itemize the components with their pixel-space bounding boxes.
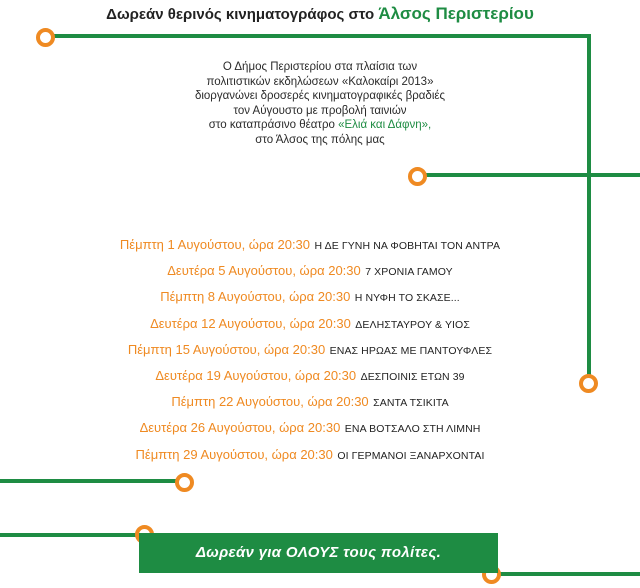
screening-date: Δευτέρα 19 Αυγούστου, ώρα 20:30 (155, 368, 357, 383)
screening-row (0, 315, 620, 333)
screening-date: Πέμπτη 1 Αυγούστου, ώρα 20:30 (119, 237, 311, 252)
divider-line (0, 533, 145, 537)
intro-line: πολιτιστικών εκδηλώσεων «Καλοκαίρι 2013» (206, 75, 434, 88)
movie-title: ΔΕΣΠΟΙΝΙΣ ΕΤΩΝ 39 (360, 371, 465, 383)
divider-line (420, 173, 640, 177)
movie-title: 7 ΧΡΟΝΙΑ ΓΑΜΟΥ (365, 266, 453, 279)
intro-line: στο Άλσος της πόλης μας (255, 133, 385, 146)
screening-row (0, 262, 620, 280)
screening-row (0, 288, 620, 306)
screening-row (0, 341, 620, 359)
movie-title: ΟΙ ΓΕΡΜΑΝΟΙ ΞΑΝΑΡΧΟΝΤΑΙ (337, 449, 485, 462)
dot-ornament (408, 167, 427, 186)
intro-venue-name: «Ελιά και Δάφνη», (338, 119, 432, 131)
intro-line (130, 118, 510, 133)
intro-venue-prefix: στο καταπράσινο θέατρο (208, 119, 335, 131)
movie-title: ΕΝΑΣ ΗΡΩΑΣ ΜΕ ΠΑΝΤΟΥΦΛΕΣ (329, 344, 493, 357)
intro-paragraph (130, 60, 510, 147)
divider-line (0, 479, 183, 483)
intro-line: διοργανώνει δροσερές κινηματογραφικές βραδιές (194, 90, 446, 102)
movie-title: Η ΔΕ ΓΥΝΗ ΝΑ ΦΟΒΗΤΑΙ ΤΟΝ ΑΝΤΡΑ (314, 240, 501, 252)
screening-row (0, 367, 620, 385)
screening-row (0, 236, 620, 254)
screening-row (0, 419, 620, 437)
movie-title: ΔΕΛΗΣΤΑΥΡΟΥ & ΥΙΟΣ (355, 318, 470, 331)
divider-line (44, 34, 591, 38)
title-highlight: Άλσος Περιστερίου (378, 4, 534, 23)
intro-line: Ο Δήμος Περιστερίου στα πλαίσια των (222, 61, 418, 73)
movie-title: ΕΝΑ ΒΟΤΣΑΛΟ ΣΤΗ ΛΙΜΝΗ (344, 423, 481, 436)
divider-line (490, 572, 640, 576)
screening-date: Πέμπτη 22 Αυγούστου, ώρα 20:30 (171, 394, 369, 410)
screening-date: Πέμπτη 8 Αυγούστου, ώρα 20:30 (160, 289, 351, 305)
dot-ornament (36, 28, 55, 47)
screening-row (0, 446, 620, 464)
screening-date: Πέμπτη 15 Αυγούστου, ώρα 20:30 (127, 341, 326, 357)
screening-date: Πέμπτη 29 Αυγούστου, ώρα 20:30 (135, 446, 333, 462)
intro-line: τον Αύγουστο με προβολή ταινιών (233, 104, 407, 117)
screening-date: Δευτέρα 26 Αυγούστου, ώρα 20:30 (139, 420, 341, 436)
dot-ornament (175, 473, 194, 492)
movie-title: ΣΑΝΤΑ ΤΣΙΚΙΤΑ (373, 397, 449, 410)
screening-row (0, 393, 620, 411)
screening-date: Δευτέρα 5 Αυγούστου, ώρα 20:30 (167, 263, 361, 279)
movie-title: Η ΝΥΦΗ ΤΟ ΣΚΑΣΕ... (354, 292, 460, 305)
screening-date: Δευτέρα 12 Αυγούστου, ώρα 20:30 (150, 315, 351, 331)
free-admission-banner: Δωρεάν για ΟΛΟΥΣ τους πολίτες. (139, 533, 498, 573)
title-prefix: Δωρεάν θερινός κινηματογράφος στο (106, 6, 375, 23)
page-title (0, 4, 640, 24)
